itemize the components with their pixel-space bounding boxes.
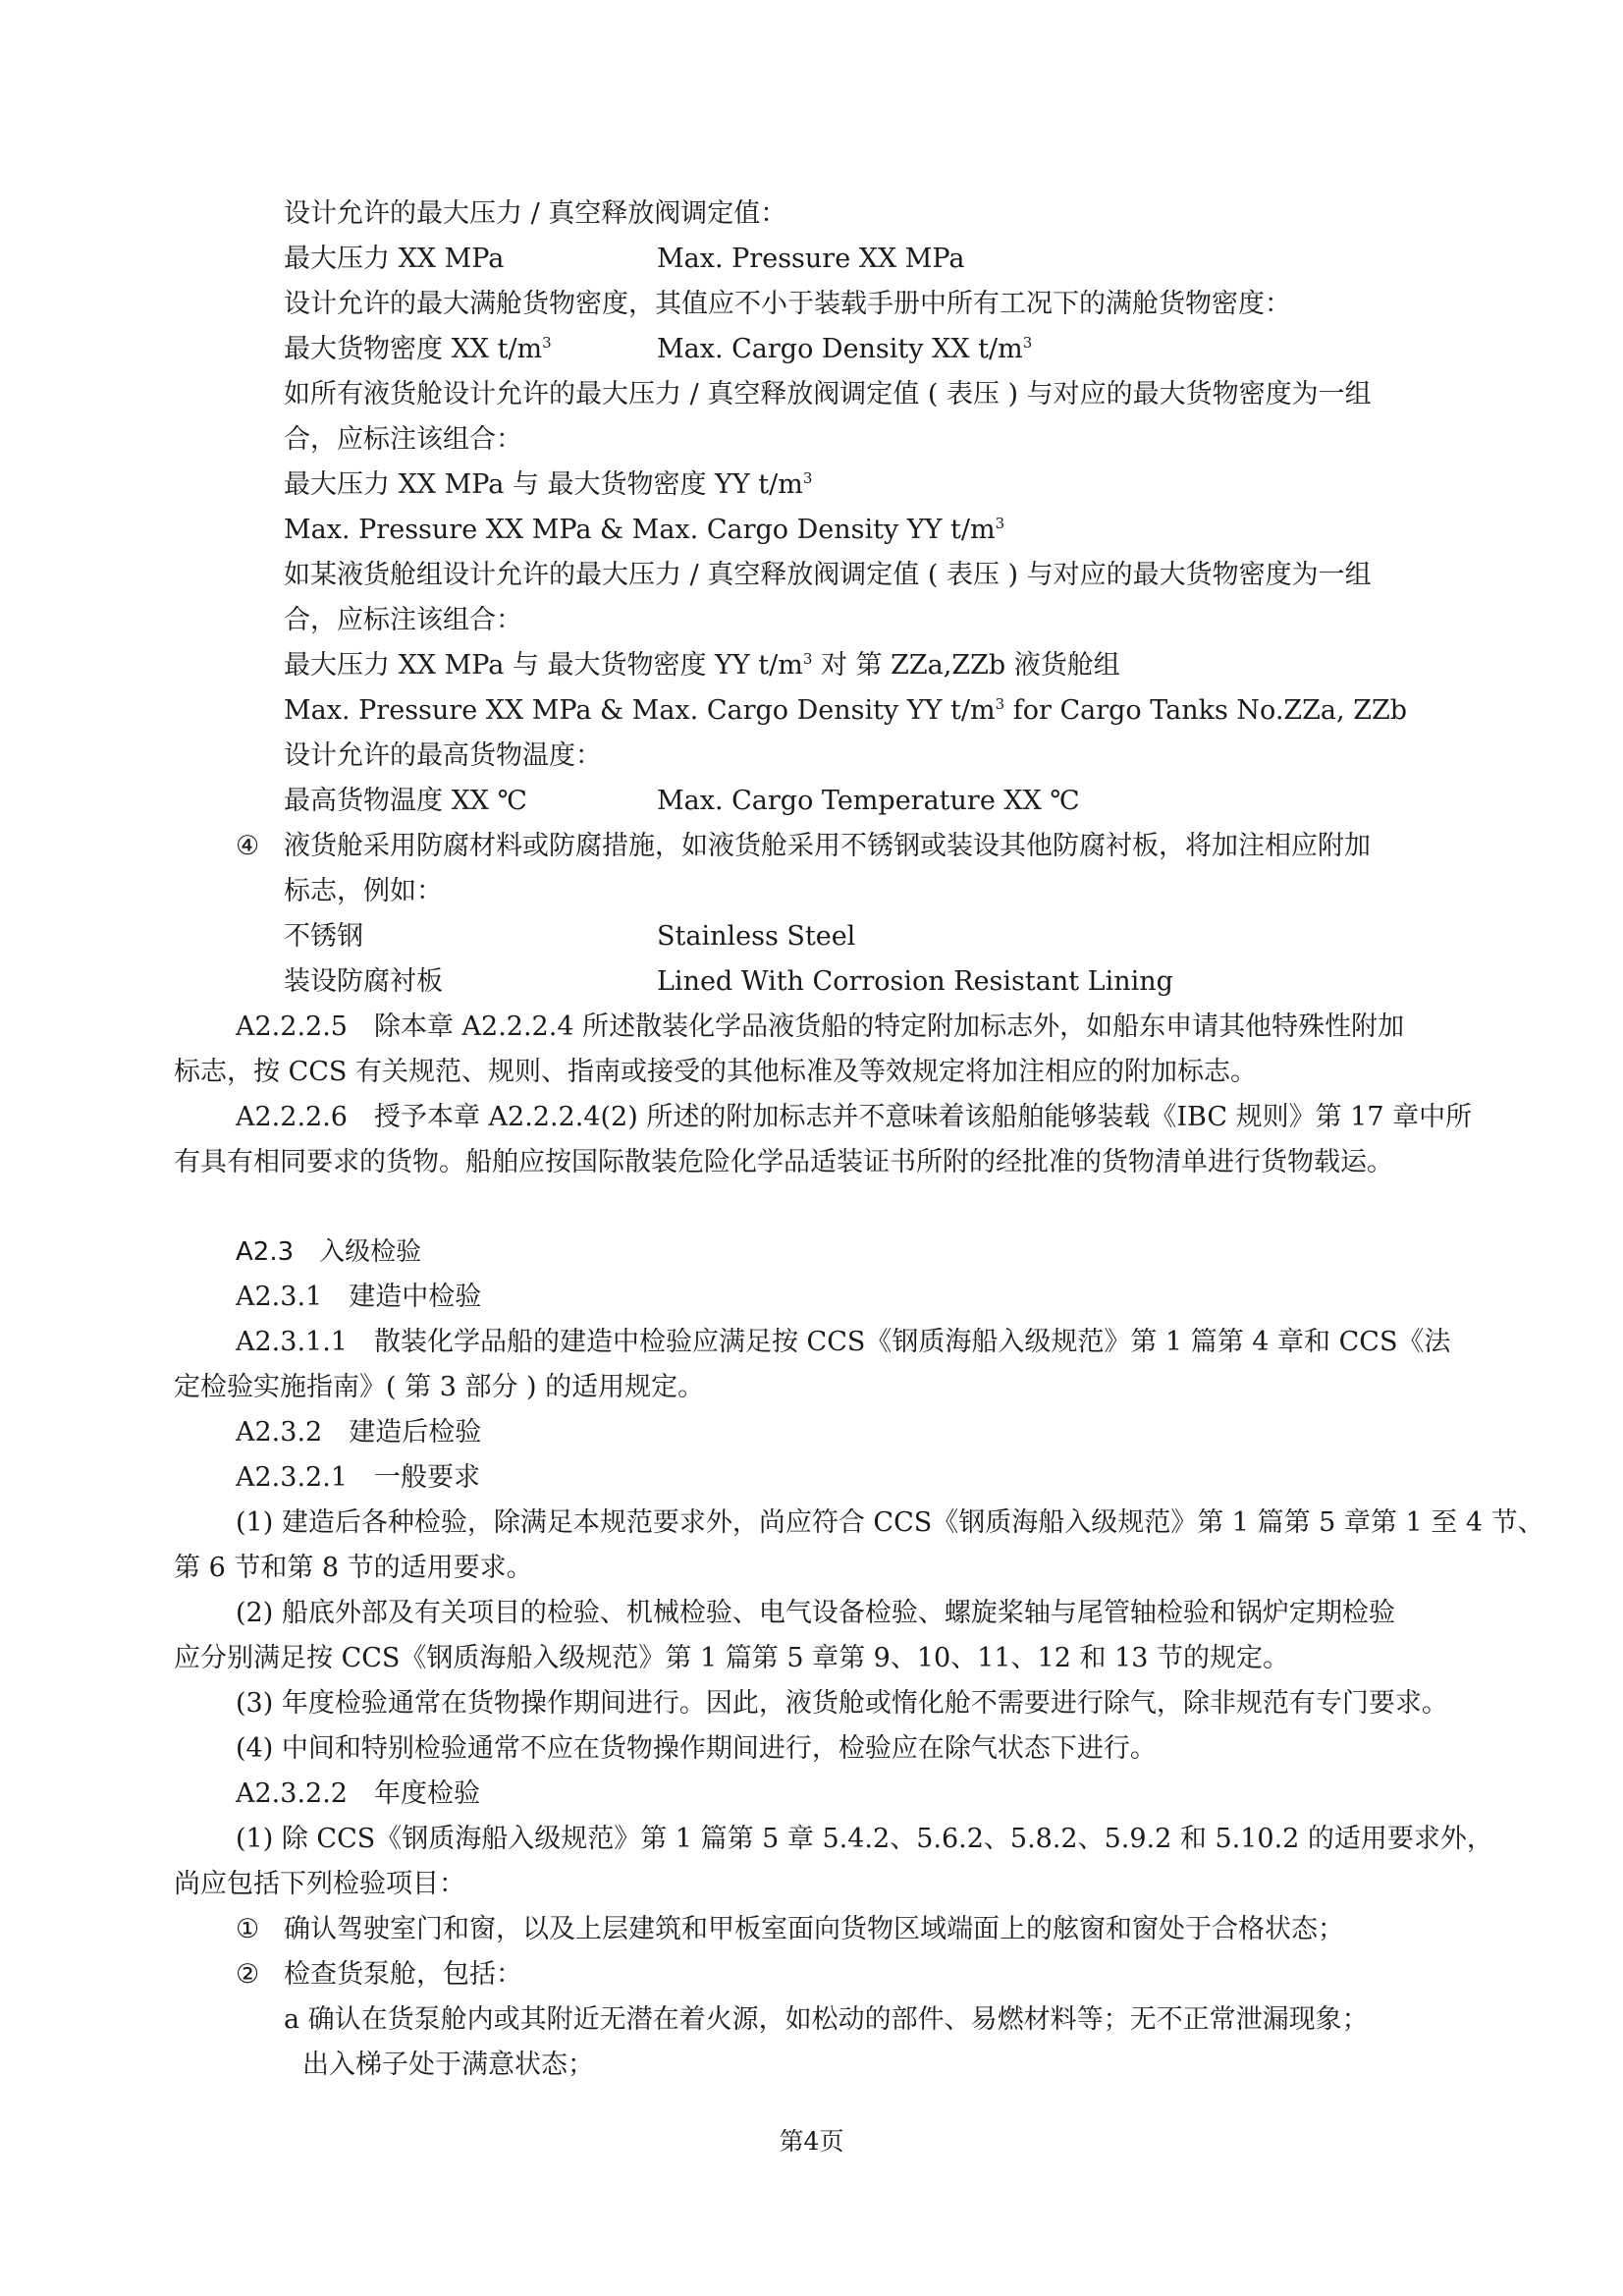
lined-cn: 装设防腐衬板 xyxy=(284,966,443,997)
some-tanks-line-1: 如某液货舱组设计允许的最大压力 / 真空释放阀调定值 ( 表压 ) 与对应的最大货物密度为一组 xyxy=(284,560,1372,590)
sub-a-line-1: a 确认在货泵舱内或其附近无潜在着火源，如松动的部件、易燃材料等；无不正常泄漏现象； xyxy=(284,2004,1369,2035)
design-temp-label: 设计允许的最高货物温度： xyxy=(284,740,602,771)
lined-en: Lined With Corrosion Resistant Lining xyxy=(657,966,1173,997)
max-pressure-en: Max. Pressure XX MPa xyxy=(657,244,965,274)
group-combo-en: Max. Pressure XX MPa & Max. Cargo Density YY $t/m^3$ for Cargo Tanks No.ZZa, ZZb xyxy=(284,695,1408,726)
a2226-line-1: A2.2.2.6 授予本章 A2.2.2.4(2) 所述的附加标志并不意味着该船舶能够装载《IBC 规则》第 17 章中所 xyxy=(236,1102,1473,1132)
annual-1-line-1: (1) 除 CCS《钢质海船入级规范》第 1 篇第 5 章 5.4.2、5.6.2、5.8.2、5.9.2 和 5.10.2 的适用要求外， xyxy=(236,1824,1493,1854)
all-tanks-line-2: 合，应标注该组合： xyxy=(284,424,522,455)
max-density-en: Max. Cargo Density XX $t/m^3$ xyxy=(657,334,1033,364)
max-temp-en: Max. Cargo Temperature XX ℃ xyxy=(657,786,1080,816)
item4-number: ④ xyxy=(236,831,260,861)
item4-line-1: 液货舱采用防腐材料或防腐措施，如液货舱采用不锈钢或装设其他防腐衬板，将加注相应附加 xyxy=(284,831,1371,861)
item4-line-2: 标志，例如： xyxy=(284,876,443,906)
general-4: (4) 中间和特别检验通常不应在货物操作期间进行，检验应在除气状态下进行。 xyxy=(236,1733,1157,1764)
max-temp-cn: 最高货物温度 XX ℃ xyxy=(284,786,527,816)
a2321-heading: A2.3.2.1 一般要求 xyxy=(236,1462,480,1493)
a2225-line-2: 标志，按 CCS 有关规范、规则、指南或接受的其他标准及等效规定将加注相应的附加标志。 xyxy=(174,1057,1257,1087)
max-pressure-cn: 最大压力 XX MPa xyxy=(284,244,505,274)
max-density-cn: 最大货物密度 XX $t/m^3$ xyxy=(284,334,552,364)
check-1-text: 确认驾驶室门和窗，以及上层建筑和甲板室面向货物区域端面上的舷窗和窗处于合格状态； xyxy=(284,1914,1344,1944)
a2225-line-1: A2.2.2.5 除本章 A2.2.2.4 所述散装化学品液货船的特定附加标志外，如船东申请其他特殊性附加 xyxy=(236,1011,1405,1042)
check-2-number: ② xyxy=(236,1959,260,1990)
stainless-steel-cn: 不锈钢 xyxy=(284,921,363,952)
section-heading-a23: A2.3 入级检验 xyxy=(236,1237,422,1267)
design-pv-label: 设计允许的最大压力 / 真空释放阀调定值： xyxy=(284,198,787,229)
group-combo-cn: 最大压力 XX MPa 与 最大货物密度 YY $t/m^3$ 对 第 ZZa,ZZb 液货舱组 xyxy=(284,650,1120,681)
check-1-number: ① xyxy=(236,1914,260,1944)
general-2-line-1: (2) 船底外部及有关项目的检验、机械检验、电气设备检验、螺旋桨轴与尾管轴检验和锅炉定期检验 xyxy=(236,1598,1395,1628)
general-1-line-2: 第 6 节和第 8 节的适用要求。 xyxy=(174,1553,533,1583)
check-2-text: 检查货泵舱，包括： xyxy=(284,1959,522,1990)
general-3: (3) 年度检验通常在货物操作期间进行。因此，液货舱或惰化舱不需要进行除气，除非规范有专门要求。 xyxy=(236,1688,1448,1719)
a232-heading: A2.3.2 建造后检验 xyxy=(236,1417,482,1448)
a2311-line-2: 定检验实施指南》( 第 3 部分 ) 的适用规定。 xyxy=(174,1372,705,1402)
general-1-line-1: (1) 建造后各种检验，除满足本规范要求外，尚应符合 CCS《钢质海船入级规范》第 1 篇第 5 章第 1 至 4 节、 xyxy=(236,1507,1544,1538)
stainless-steel-en: Stainless Steel xyxy=(657,921,856,952)
design-density-label: 设计允许的最大满舱货物密度，其值应不小于装载手册中所有工况下的满舱货物密度： xyxy=(284,289,1291,319)
a231-heading: A2.3.1 建造中检验 xyxy=(236,1282,482,1312)
some-tanks-line-2: 合，应标注该组合： xyxy=(284,605,522,635)
a2311-line-1: A2.3.1.1 散装化学品船的建造中检验应满足按 CCS《钢质海船入级规范》第 1 篇第 4 章和 CCS《法 xyxy=(236,1327,1451,1357)
combo-en: Max. Pressure XX MPa & Max. Cargo Density YY $t/m^3$ xyxy=(284,515,1005,545)
annual-1-line-2: 尚应包括下列检验项目： xyxy=(174,1869,465,1899)
page-number: 第4页 xyxy=(779,2127,844,2156)
a2322-heading: A2.3.2.2 年度检验 xyxy=(236,1778,480,1809)
all-tanks-line-1: 如所有液货舱设计允许的最大压力 / 真空释放阀调定值 ( 表压 ) 与对应的最大货物密度为一组 xyxy=(284,379,1372,410)
general-2-line-2: 应分别满足按 CCS《钢质海船入级规范》第 1 篇第 5 章第 9、10、11、12 和 13 节的规定。 xyxy=(174,1643,1290,1673)
combo-cn: 最大压力 XX MPa 与 最大货物密度 YY $t/m^3$ xyxy=(284,469,813,500)
a2226-line-2: 有具有相同要求的货物。船舶应按国际散装危险化学品适装证书所附的经批准的货物清单进行货物载运。 xyxy=(174,1147,1393,1177)
sub-a-line-2: 出入梯子处于满意状态； xyxy=(302,2050,594,2080)
